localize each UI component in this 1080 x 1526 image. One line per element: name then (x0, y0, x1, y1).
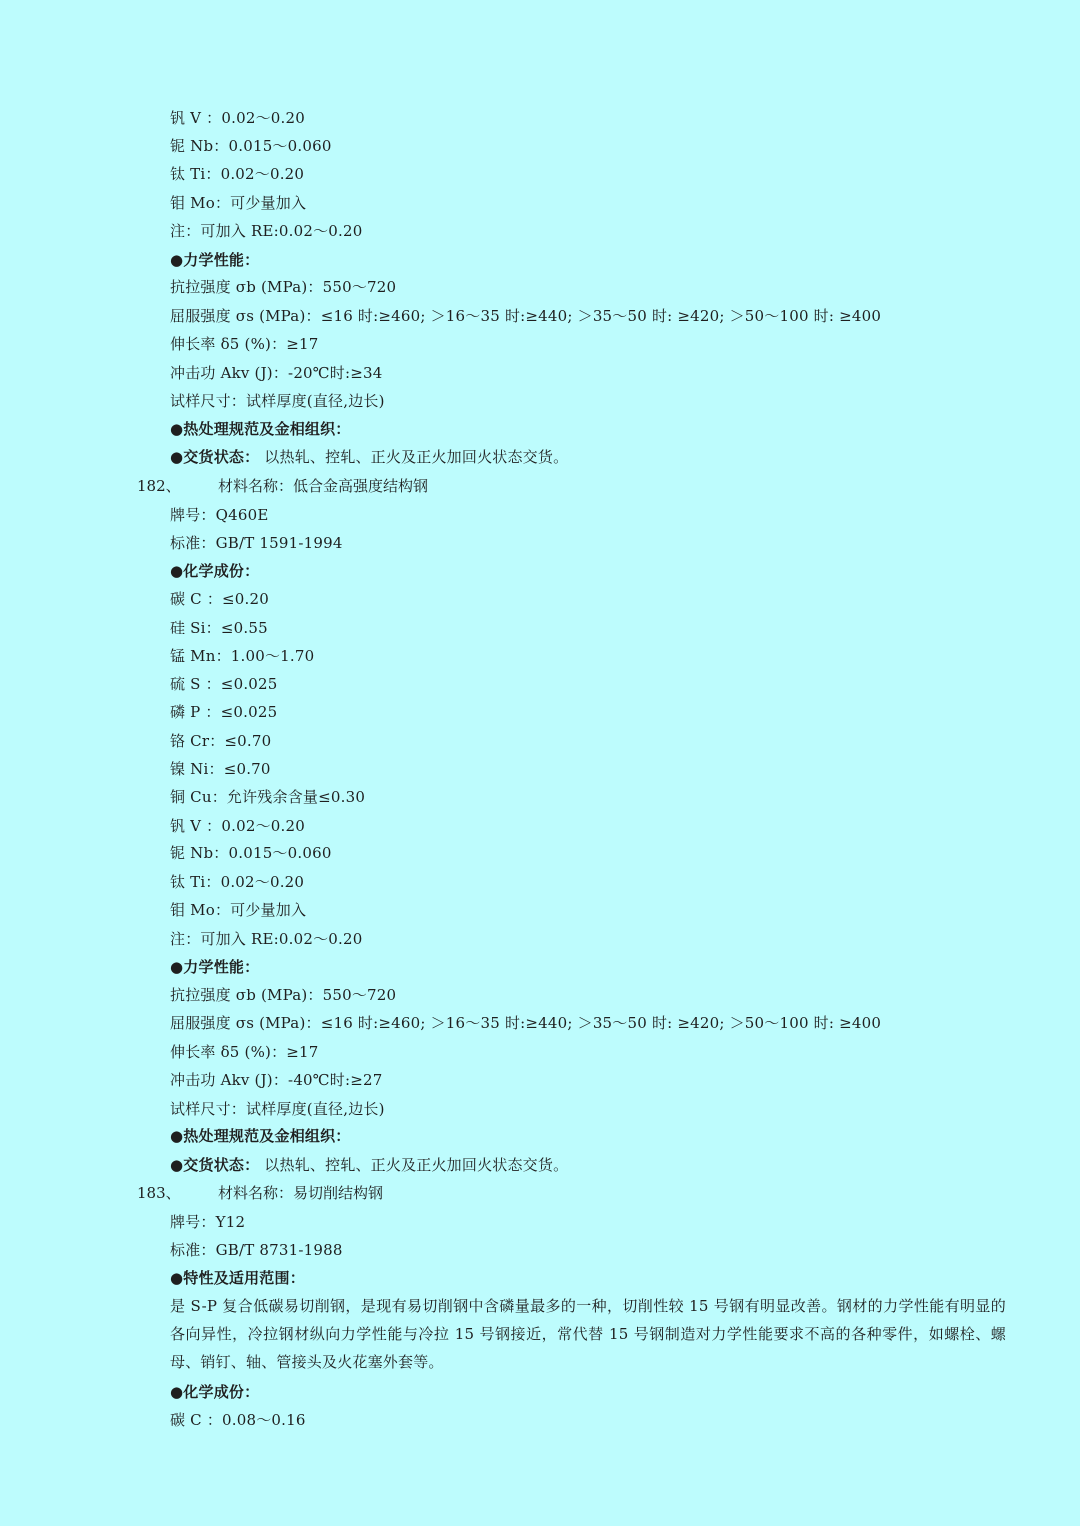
tensile-strength: 抗拉强度 σb (MPa)：550～720 (170, 278, 397, 296)
elongation: 伸长率 δ5 (%)：≥17 (170, 1043, 319, 1061)
delivery-text: 以热轧、控轧、正火及正火加回火状态交货。 (259, 448, 569, 466)
chem-cr: 铬 Cr：≤0.70 (170, 732, 272, 750)
chem-ti: 钛 Ti：0.02～0.20 (170, 165, 305, 183)
tensile-strength: 抗拉强度 σb (MPa)：550～720 (170, 986, 397, 1004)
chem-cu: 铜 Cu：允许残余含量≤0.30 (170, 788, 366, 806)
delivery-label: ●交货状态： (170, 1156, 260, 1174)
sample-size: 试样尺寸：试样厚度(直径,边长) (170, 392, 385, 410)
chem-heading: ●化学成份： (170, 562, 260, 580)
feature-heading: ●特性及适用范围： (170, 1269, 305, 1287)
heat-treatment-heading: ●热处理规范及金相组织： (170, 1127, 351, 1145)
mech-heading: ●力学性能： (170, 251, 260, 269)
grade: 牌号：Q460E (170, 506, 269, 524)
chem-nb: 铌 Nb：0.015～0.060 (170, 137, 332, 155)
chem-heading: ●化学成份： (170, 1383, 260, 1401)
item-number: 182、 (137, 477, 181, 495)
delivery-state (170, 1155, 568, 1175)
delivery-text: 以热轧、控轧、正火及正火加回火状态交货。 (259, 1156, 569, 1174)
elongation: 伸长率 δ5 (%)：≥17 (170, 335, 319, 353)
chem-si: 硅 Si：≤0.55 (170, 619, 268, 637)
standard: 标准：GB/T 1591-1994 (170, 534, 343, 552)
item-number: 183、 (137, 1184, 181, 1202)
heat-treatment-heading: ●热处理规范及金相组织： (170, 420, 351, 438)
delivery-label: ●交货状态： (170, 448, 260, 466)
chem-ti: 钛 Ti：0.02～0.20 (170, 873, 305, 891)
impact-energy: 冲击功 Akv (J)：-20℃时:≥34 (170, 364, 383, 382)
chem-nb: 铌 Nb：0.015～0.060 (170, 844, 332, 862)
chem-note: 注：可加入 RE:0.02～0.20 (170, 930, 363, 948)
material-name: 材料名称：易切削结构钢 (218, 1184, 384, 1202)
chem-mn: 锰 Mn：1.00～1.70 (170, 647, 315, 665)
yield-strength: 屈服强度 σs (MPa)：≤16 时:≥460; ＞16～35 时:≥440; ＞35～50 时: ≥420; ＞50～100 时: ≥400 (170, 307, 882, 325)
impact-energy: 冲击功 Akv (J)：-40℃时:≥27 (170, 1071, 383, 1089)
standard: 标准：GB/T 8731-1988 (170, 1241, 343, 1259)
chem-mo: 钼 Mo：可少量加入 (170, 194, 307, 212)
chem-mo: 钼 Mo：可少量加入 (170, 901, 307, 919)
chem-note: 注：可加入 RE:0.02～0.20 (170, 222, 363, 240)
delivery-state (170, 447, 568, 467)
grade: 牌号：Y12 (170, 1213, 246, 1231)
chem-c: 碳 C ：0.08～0.16 (170, 1411, 306, 1429)
chem-v: 钒 V ：0.02～0.20 (170, 109, 305, 127)
sample-size: 试样尺寸：试样厚度(直径,边长) (170, 1100, 385, 1118)
material-name: 材料名称：低合金高强度结构钢 (218, 477, 429, 495)
mech-heading: ●力学性能： (170, 958, 260, 976)
chem-p: 磷 P ：≤0.025 (170, 703, 278, 721)
chem-v: 钒 V ：0.02～0.20 (170, 817, 305, 835)
feature-paragraph: 是 S-P 复合低碳易切削钢，是现有易切削钢中含磷量最多的一种，切削性较 15 号钢有明显改善。钢材的力学性能有明显的各向异性，冷拉钢材纵向力学性能与冷拉 15 号钢接近，常代替 15 号钢制造对力学性能要求不高的各种零件，如螺栓、螺母、销钉、轴、管接头及火花塞外套等。 (170, 1297, 1006, 1371)
chem-c: 碳 C ：≤0.20 (170, 590, 269, 608)
chem-s: 硫 S ：≤0.025 (170, 675, 278, 693)
chem-ni: 镍 Ni：≤0.70 (170, 760, 271, 778)
yield-strength: 屈服强度 σs (MPa)：≤16 时:≥460; ＞16～35 时:≥440; ＞35～50 时: ≥420; ＞50～100 时: ≥400 (170, 1014, 882, 1032)
